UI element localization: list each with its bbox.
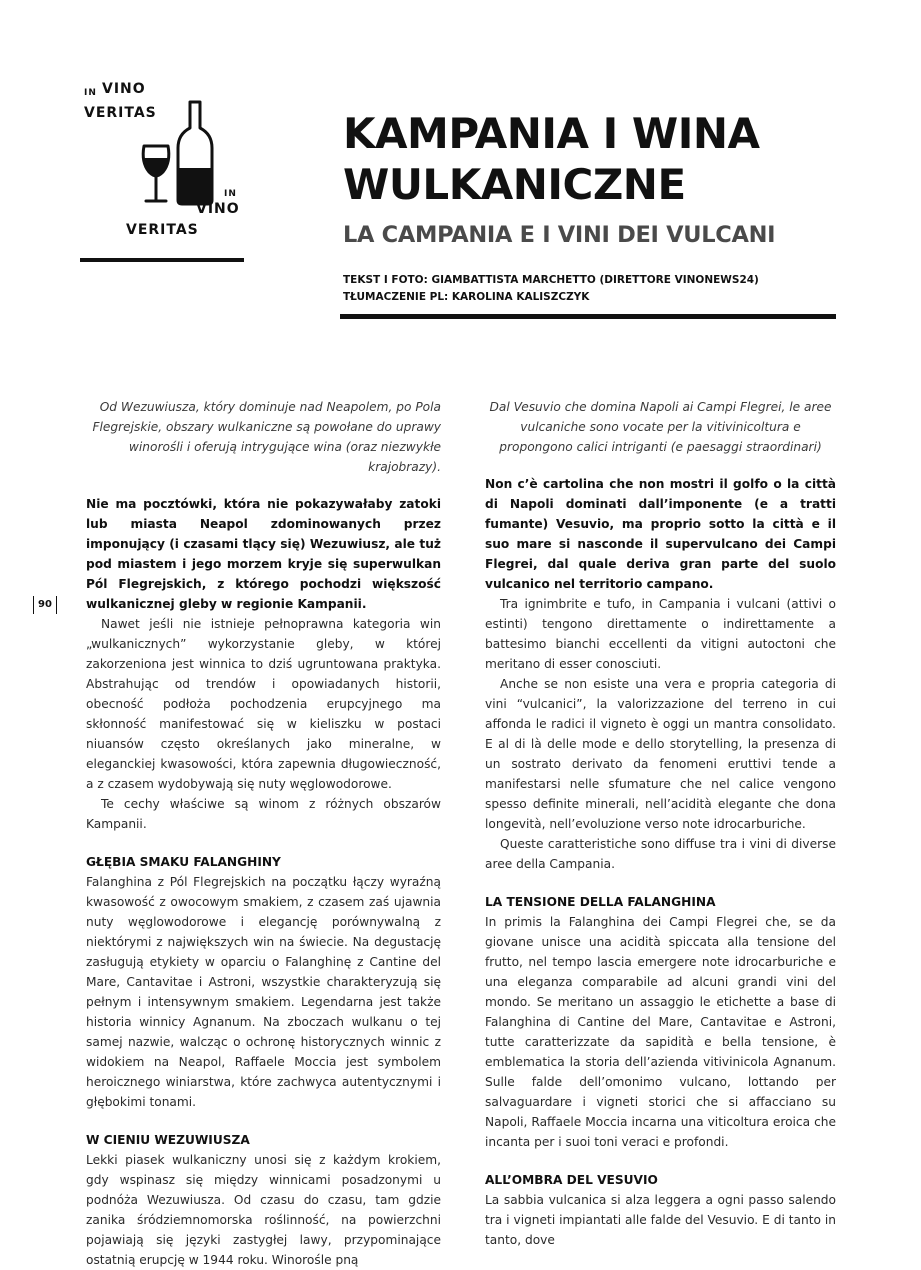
article-credits [343, 272, 759, 306]
logo-veritas-bottom: VERITAS [126, 222, 199, 238]
italian-section-falanghina: In primis la Falanghina dei Campi Flegrei che, se da giovane unisce una acidità spiccata alla tensione del frutto, nel tempo lascia emergere note idrocarburiche e una eleganza comparabile ad alcuni grandi vini del mondo. Se meritano un assaggio le etichette a base di Falanghina di Cantine del Mare, Cantavitae e Astroni, tutte caratterizzate da sapidità e bella tensione, è emblematica la storia dell’azienda vitivinicola Agnanum. Sulle falde dell’omonimo vulcano, lottando per salvaguardare i vigneti storici che si affacciano su Napoli, Raffaele Moccia incarna una viticoltura eroica che incanta per i suoi toni veraci e profondi. [485, 915, 836, 1149]
logo-rule [80, 258, 244, 262]
polish-heading-falanghina: GŁĘBIA SMAKU FALANGHINY [86, 855, 281, 869]
italian-column [485, 397, 836, 1250]
credit-text-photo: TEKST I FOTO: GIAMBATTISTA MARCHETTO (DIRETTORE VINONEWS24) [343, 274, 759, 286]
polish-intro: Nie ma pocztówki, która nie pokazywałaby zatoki lub miasta Neapol zdominowanych przez imponujący (i czasami tlący się) Wezuwiusz, ale tuż pod miastem i jego morzem kryje się superwulkan Pól Flegrejskich, z którego pochodzi większość wulkanicznej gleby w regionie Kampanii. [86, 497, 441, 611]
italian-section-vesuvio: La sabbia vulcanica si alza leggera a ogni passo salendo tra i vigneti impiantati alle falde del Vesuvio. E di tanto in tanto, dove [485, 1193, 836, 1247]
header-rule [340, 314, 836, 319]
title-line-1: KAMPANIA I WINA [343, 109, 760, 158]
title-line-2: WULKANICZNE [343, 160, 686, 209]
italian-lead: Dal Vesuvio che domina Napoli ai Campi Flegrei, le aree vulcaniche sono vocate per la vitivinicoltura e propongono calici intriganti (e paesaggi straordinari) [489, 400, 832, 454]
polish-paragraph-1: Nawet jeśli nie istnieje pełnoprawna kategoria win „wulkanicznych” wykorzystanie gleby, w której zakorzeniona jest winnica to dziś ugruntowana praktyka. Abstrahując od trendów i opowiadanych historii, obecność podłoża pochodzenia erupcyjnego ma skłonność manifestować się w kieliszku w postaci niuansów często określanych jako mineralne, w eleganckiej kwasowości, która zapewnia długowieczność, a z czasem wydobywają się nuty węglowodorowe. [86, 617, 441, 791]
article-subtitle: LA CAMPANIA E I VINI DEI VULCANI [343, 222, 776, 248]
italian-paragraph-1: Tra ignimbrite e tufo, in Campania i vulcani (attivi o estinti) tengono direttamente o indirettamente a battesimo bianchi eccellenti da vitigni autoctoni che meritano di esser conosciuti. [485, 597, 836, 671]
logo-veritas-top: VERITAS [84, 105, 157, 121]
credit-translation: TŁUMACZENIE PL: KAROLINA KALISZCZYK [343, 291, 590, 303]
polish-section-falanghina: Falanghina z Pól Flegrejskich na początku łączy wyraźną kwasowość z owocowym smakiem, z czasem zaś ujawnia nuty węglowodorowe i elegancję porównywalną z niektórymi z największych win na świecie. Na degustację zasługują etykiety w oparciu o Falanghinę z Cantine del Mare, Cantavitae i Astroni, wszystkie charakteryzują się pełnym i intensywnym smakiem. Legendarna jest także historia winnicy Agnanum. Na zboczach wulkanu o tej samej nazwie, walcząc o ochronę historycznych winnic z widokiem na Neapol, Raffaele Moccia jest symbolem heroicznego winiarstwa, które zachwyca autentycznymi i głębokimi tonami. [86, 875, 441, 1109]
logo-in-bottom: IN [224, 189, 237, 199]
italian-heading-vesuvio: ALL’OMBRA DEL VESUVIO [485, 1173, 658, 1187]
wine-glass-and-bottle-icon [138, 100, 218, 206]
article-title [343, 108, 760, 210]
italian-heading-falanghina: LA TENSIONE DELLA FALANGHINA [485, 895, 716, 909]
polish-paragraph-2: Te cechy właściwe są winom z różnych obszarów Kampanii. [86, 797, 441, 831]
polish-lead: Od Wezuwiusza, który dominuje nad Neapolem, po Pola Flegrejskie, obszary wulkaniczne są powołane do uprawy winorośli i oferują intrygujące wina (oraz niezwykłe krajobrazy). [92, 400, 441, 474]
logo-vino-bottom: VINO [196, 201, 240, 217]
polish-section-vesuvius: Lekki piasek wulkaniczny unosi się z każdym krokiem, gdy wspinasz się między winnicami posadzonymi u podnóża Wezuwiusza. Od czasu do czasu, tam gdzie zanika śródziemnomorska roślinność, na powierzchni pojawiają się języki zastygłej lawy, przypominające ostatnią erupcję w 1944 roku. Winorośle pną [86, 1153, 441, 1267]
logo-in-top: IN [84, 88, 97, 98]
logo-vino-top: VINO [102, 81, 146, 97]
in-vino-veritas-logo [80, 78, 244, 264]
page-number: 90 [33, 596, 57, 614]
italian-intro: Non c’è cartolina che non mostri il golfo o la città di Napoli dominati dall’imponente (e a tratti fumante) Vesuvio, ma proprio sotto la città e il suo mare si nasconde il supervulcano dei Campi Flegrei, dal quale deriva gran parte del suolo vulcanico nel territorio campano. [485, 477, 836, 591]
polish-column [86, 397, 441, 1270]
italian-paragraph-3: Queste caratteristiche sono diffuse tra i vini di diverse aree della Campania. [485, 837, 836, 871]
italian-paragraph-2: Anche se non esiste una vera e propria categoria di vini “vulcanici”, la valorizzazione del terreno in cui affonda le radici il vigneto è oggi un mantra consolidato. E al di là delle mode e dello storytelling, la presenza di un sostrato derivato da fenomeni eruttivi tende a manifestarsi nelle sfumature che nel calice vengono spesso definite minerali, nell’acidità elegante che dona longevità, nell’evoluzione verso note idrocarburiche. [485, 677, 836, 831]
polish-heading-vesuvius: W CIENIU WEZUWIUSZA [86, 1133, 250, 1147]
